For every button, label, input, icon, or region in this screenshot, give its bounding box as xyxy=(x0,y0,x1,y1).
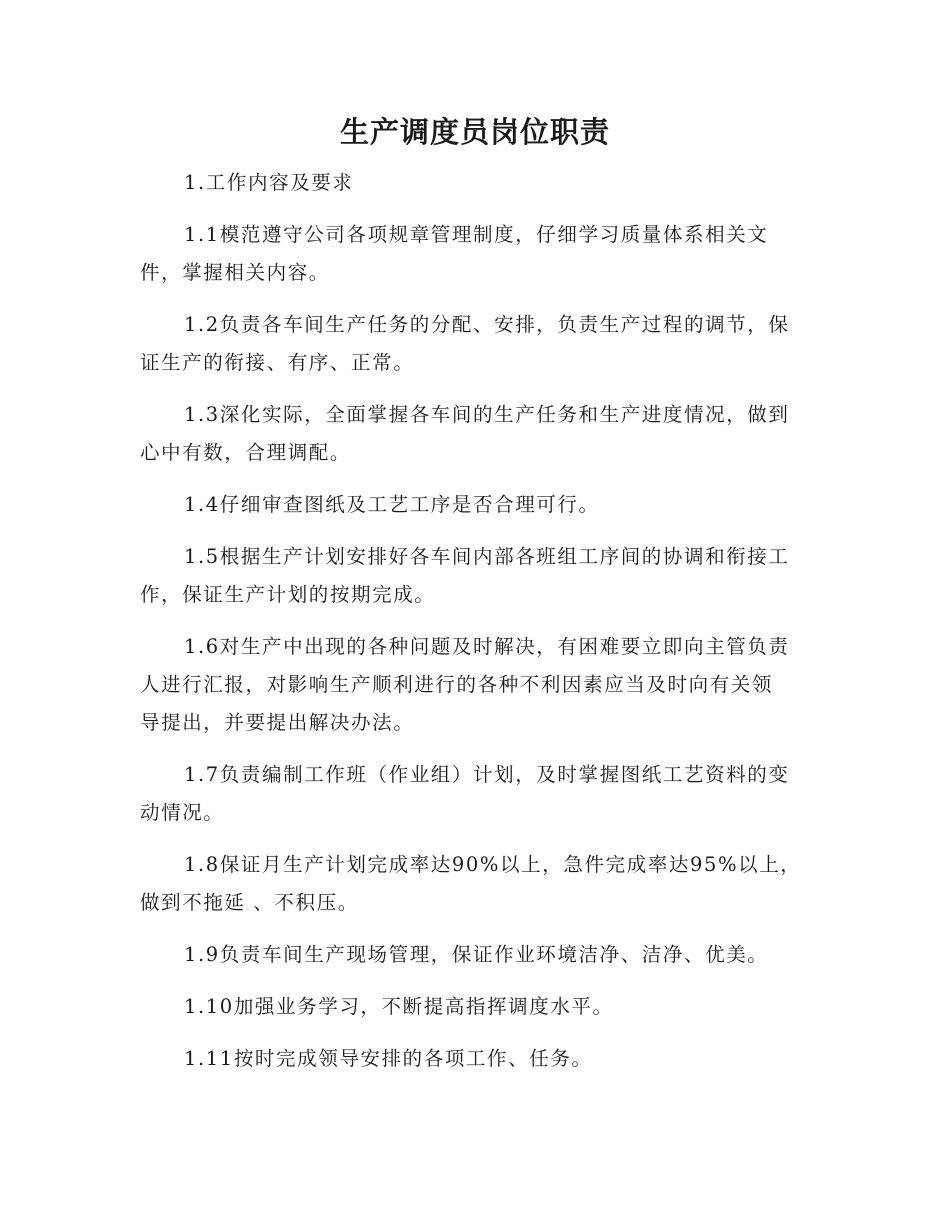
paragraph-line: 1.6对生产中出现的各种问题及时解决，有困难要立即向主管负责 xyxy=(184,635,790,658)
paragraph-line: 作，保证生产计划的按期完成。 xyxy=(140,583,436,606)
document-title: 生产调度员岗位职责 xyxy=(339,115,610,149)
paragraph-line: 1.10加强业务学习，不断提高指挥调度水平。 xyxy=(184,995,614,1018)
paragraph-2 xyxy=(140,306,810,382)
paragraph-9 xyxy=(140,936,810,974)
paragraph-line: 证生产的衔接、有序、正常。 xyxy=(140,351,415,374)
paragraph-line: 动情况。 xyxy=(140,801,225,824)
paragraph-line: 1.3深化实际，全面掌握各车间的生产任务和生产进度情况，做到 xyxy=(184,403,790,426)
paragraph-line: 心中有数，合理调配。 xyxy=(140,441,352,464)
paragraph-3 xyxy=(140,396,810,472)
paragraph-line: 1.11按时完成领导安排的各项工作、任务。 xyxy=(184,1047,593,1070)
paragraph-4 xyxy=(140,486,810,524)
paragraph-line: 1.5根据生产计划安排好各车间内部各班组工序间的协调和衔接工 xyxy=(184,545,790,568)
paragraph-line: 1.9负责车间生产现场管理，保证作业环境洁净、洁净、优美。 xyxy=(184,943,769,966)
paragraph-8 xyxy=(140,846,810,922)
paragraph-10 xyxy=(140,988,810,1026)
paragraph-line: 人进行汇报，对影响生产顺利进行的各种不利因素应当及时向有关领 xyxy=(140,673,774,696)
paragraph-7 xyxy=(140,756,810,832)
paragraph-line: 1.4仔细审查图纸及工艺工序是否合理可行。 xyxy=(184,493,600,516)
paragraph-line: 1.工作内容及要求 xyxy=(184,171,354,194)
paragraph-line: 导提出，并要提出解决办法。 xyxy=(140,711,415,734)
paragraph-1 xyxy=(140,216,810,292)
paragraph-line: 1.8保证月生产计划完成率达90%以上，急件完成率达95%以上， xyxy=(184,853,802,876)
paragraph-11 xyxy=(140,1040,810,1078)
paragraph-line: 1.1模范遵守公司各项规章管理制度，仔细学习质量体系相关文 xyxy=(184,223,769,246)
paragraph-line: 1.2负责各车间生产任务的分配、安排，负责生产过程的调节，保 xyxy=(184,313,790,336)
paragraph-6 xyxy=(140,628,810,742)
paragraph-line: 1.7负责编制工作班（作业组）计划，及时掌握图纸工艺资料的变 xyxy=(184,763,790,786)
paragraph-0 xyxy=(140,164,810,202)
paragraph-5 xyxy=(140,538,810,614)
paragraph-line: 件，掌握相关内容。 xyxy=(140,261,330,284)
paragraph-line: 做到不拖延 、不积压。 xyxy=(140,891,359,914)
